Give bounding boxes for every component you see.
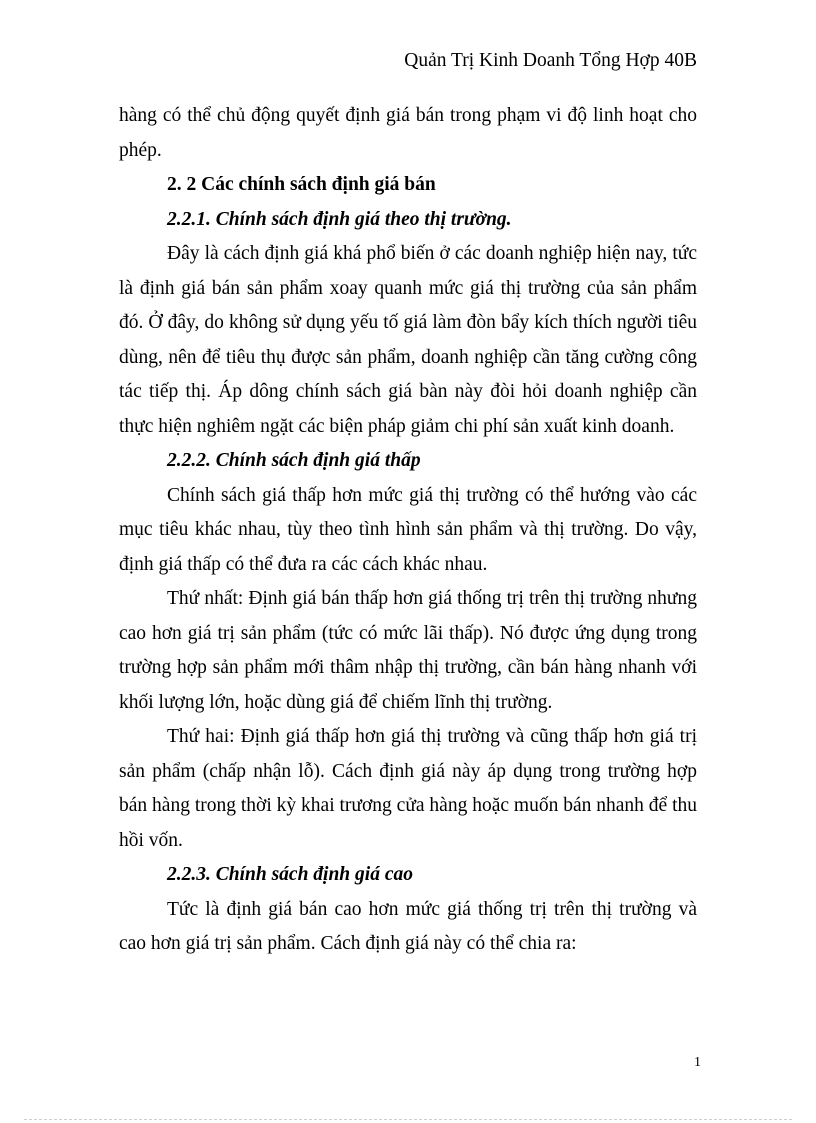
- paragraph-high-pricing: Tức là định giá bán cao hơn mức giá thống trị trên thị trường và cao hơn giá trị sản phẩm. Cách định giá này có thể chia ra:: [119, 898, 697, 954]
- paragraph-low-pricing-first: Thứ nhất: Định giá bán thấp hơn giá thống trị trên thị trường nhưng cao hơn giá trị sản phẩm (tức có mức lãi thấp). Nó được ứng dụng trong trường hợp sản phẩm mới thâm nhập thị trường, cần bán hàng nhanh với khối lượng lớn, hoặc dùng giá để chiếm lĩnh thị trường.: [119, 588, 697, 713]
- page-number: 1: [694, 1055, 701, 1070]
- subsection-heading-high-pricing: 2.2.3. Chính sách định giá cao: [167, 864, 413, 885]
- subsection-heading-low-pricing: 2.2.2. Chính sách định giá thấp: [167, 450, 421, 471]
- paragraph-low-pricing-intro: Chính sách giá thấp hơn mức giá thị trường có thể hướng vào các mục tiêu khác nhau, tùy theo tình hình sản phẩm và thị trường. Do vậy, định giá thấp có thể đưa ra các cách khác nhau.: [119, 484, 697, 575]
- paragraph-market-pricing: Đây là cách định giá khá phổ biến ở các doanh nghiệp hiện nay, tức là định giá bán sản phẩm xoay quanh mức giá thị trường của sản phẩm đó. Ở đây, do không sử dụng yếu tố giá làm đòn bẩy kích thích người tiêu dùng, nên để tiêu thụ được sản phẩm, doanh nghiệp cần tăng cường công tác tiếp thị. Áp dông chính sách giá bàn này đòi hỏi doanh nghiệp cần thực hiện nghiêm ngặt các biện pháp giảm chi phí sản xuất kinh doanh.: [119, 243, 697, 437]
- page-bottom-edge: [24, 1119, 792, 1120]
- paragraph-low-pricing-second: Thứ hai: Định giá thấp hơn giá thị trường và cũng thấp hơn giá trị sản phẩm (chấp nhận lỗ). Cách định giá này áp dụng trong trường hợp bán hàng trong thời kỳ khai trương cửa hàng hoặc muốn bán nhanh để thu hồi vốn.: [119, 726, 697, 851]
- subsection-heading-market-pricing: 2.2.1. Chính sách định giá theo thị trường.: [167, 208, 512, 230]
- page-content: [119, 99, 697, 962]
- intro-paragraph: hàng có thể chủ động quyết định giá bán trong phạm vi độ linh hoạt cho phép.: [119, 105, 697, 161]
- running-header: Quản Trị Kinh Doanh Tổng Hợp 40B: [404, 50, 697, 71]
- section-heading: 2. 2 Các chính sách định giá bán: [167, 174, 436, 195]
